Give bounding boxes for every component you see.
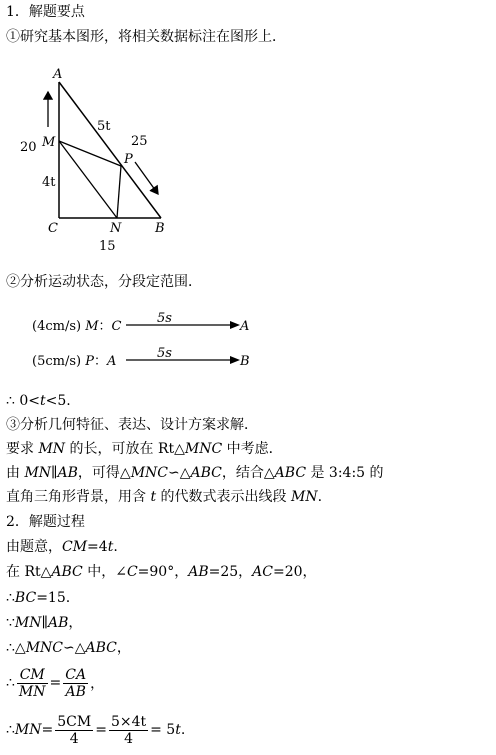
equals: =: [49, 675, 62, 691]
t2: CM: [62, 539, 88, 555]
t2: MNC: [25, 640, 63, 656]
label-m: M: [42, 135, 56, 150]
section-1-title: 1．解题要点: [6, 4, 85, 20]
section-2-title: 2．解题过程: [6, 514, 85, 530]
proc-line-6: [6, 664, 104, 702]
label-5t: 5t: [97, 119, 111, 134]
t3: =4: [87, 539, 108, 555]
p-colon: ：: [93, 354, 107, 369]
t5: =90°，: [137, 564, 189, 580]
step-2-text: ②分析运动状态，分段定范围．: [6, 274, 202, 290]
t2: MN: [38, 441, 66, 457]
t2: t: [150, 489, 157, 505]
label-4t: 4t: [42, 175, 56, 190]
t10: ABC: [274, 465, 307, 481]
p-to: B: [240, 354, 250, 369]
denominator: AB: [65, 683, 86, 700]
numerator: CA: [65, 666, 87, 683]
step-1-text: ①研究基本图形，将相关数据标注在图形上．: [6, 29, 286, 45]
proc-line-1: [6, 538, 118, 556]
t3: 的代数式表示出线段: [156, 489, 291, 505]
p-name: P: [85, 354, 94, 369]
numerator: 5CM: [57, 713, 92, 730]
t-end: ，: [90, 676, 105, 692]
range-line: [6, 392, 71, 410]
label-25: 25: [131, 134, 148, 149]
line-requirement: [6, 440, 283, 458]
t3: ∥: [41, 615, 48, 631]
t11: 是 3:4:5 的: [306, 465, 384, 481]
t4: MNC: [184, 441, 223, 457]
t3: ∥: [51, 465, 58, 481]
line-background: [6, 488, 322, 506]
t6: AB: [188, 564, 209, 580]
m-from: C: [111, 319, 122, 334]
t5: ，可得△: [77, 465, 131, 481]
t3: 中，∠: [82, 564, 127, 580]
denominator: MN: [18, 683, 46, 700]
m-speed: (4cm/s): [32, 319, 86, 334]
label-15: 15: [99, 239, 116, 254]
p-speed: (5cm/s): [32, 354, 86, 369]
t1: 在 Rt△: [6, 564, 52, 580]
eq3: = 5: [150, 722, 176, 738]
eq2: =: [95, 722, 107, 738]
t5: ，: [68, 615, 83, 631]
fraction-5x4t-4: [109, 714, 148, 747]
label-n: N: [110, 221, 122, 236]
t1: 直角三角形背景，用含: [6, 489, 151, 505]
arrow-m-motion: [126, 318, 242, 332]
t4: ABC: [85, 640, 117, 656]
proc-line-3: [6, 589, 70, 607]
arrow-p-motion: [126, 353, 242, 367]
t2: MN: [14, 615, 42, 631]
t5: .: [113, 539, 118, 555]
proc-line-7: [6, 710, 185, 750]
range-prefix: ∴ 0<: [6, 393, 40, 409]
t1: 由题意，: [6, 539, 62, 555]
side-ab: [59, 82, 161, 218]
fraction-5cm-4: [55, 714, 93, 747]
label-a: A: [53, 67, 63, 82]
fraction-cm-mn: [17, 667, 48, 700]
p-time: 5s: [157, 346, 172, 361]
t4: AB: [57, 465, 78, 481]
p-from: A: [106, 354, 117, 369]
range-suffix: <5.: [45, 393, 71, 409]
t2: MN: [14, 722, 42, 738]
step-3-text: ③分析几何特征、表达、设计方案求解．: [6, 417, 258, 433]
range-var: t: [40, 393, 46, 409]
t2: BC: [14, 590, 37, 606]
label-p: P: [124, 152, 133, 167]
t3: =15.: [36, 590, 71, 606]
t3: ∽△: [62, 640, 86, 656]
line-similarity: [6, 464, 384, 482]
t2: MN: [24, 465, 52, 481]
label-c: C: [48, 221, 58, 236]
motion-p-row: [32, 353, 116, 371]
t2: ABC: [51, 564, 83, 580]
t5: ，: [116, 640, 131, 656]
t3: 的长，可放在 Rt△: [65, 441, 185, 457]
t6: MNC: [130, 465, 168, 481]
t7: ∽△: [168, 465, 191, 481]
label-20: 20: [20, 140, 37, 155]
m-time: 5s: [157, 311, 172, 326]
t4: t: [107, 539, 114, 555]
t4: MN: [291, 489, 318, 505]
m-name: M: [85, 319, 99, 334]
arrow-p-down: [135, 162, 158, 194]
t8: AC: [252, 564, 273, 580]
t9: =20，: [273, 564, 317, 580]
t1: ∴: [6, 590, 15, 606]
m-colon: ：: [98, 319, 112, 334]
t7: =25，: [208, 564, 253, 580]
denominator: 4: [69, 730, 79, 747]
proc-line-5: [6, 639, 131, 657]
denominator: 4: [124, 730, 133, 747]
t9: ，结合△: [221, 465, 275, 481]
motion-m-row: [32, 318, 122, 336]
t4: C: [126, 564, 138, 580]
t1: 要求: [6, 441, 39, 457]
t-end: .: [180, 722, 186, 738]
t1: ∵: [6, 615, 15, 631]
m-to: A: [240, 319, 250, 334]
t5: .: [317, 489, 323, 505]
segment-pn: [117, 166, 121, 218]
t1: 由: [6, 465, 25, 481]
fraction-ca-ab: [63, 667, 88, 700]
label-b: B: [155, 221, 165, 236]
proc-line-4: [6, 614, 82, 632]
eq1: =: [41, 722, 54, 738]
proc-line-2: [6, 563, 317, 581]
triangle-figure: [0, 55, 200, 255]
t1: ∴: [6, 675, 15, 691]
t5: 中考虑．: [222, 441, 283, 457]
t8: ABC: [190, 465, 222, 481]
numerator: CM: [17, 667, 48, 684]
t1: ∴: [6, 722, 15, 738]
numerator: 5×4t: [110, 713, 147, 730]
t4: AB: [47, 615, 69, 631]
t1: ∴△: [6, 640, 26, 656]
t-var: t: [175, 722, 181, 738]
